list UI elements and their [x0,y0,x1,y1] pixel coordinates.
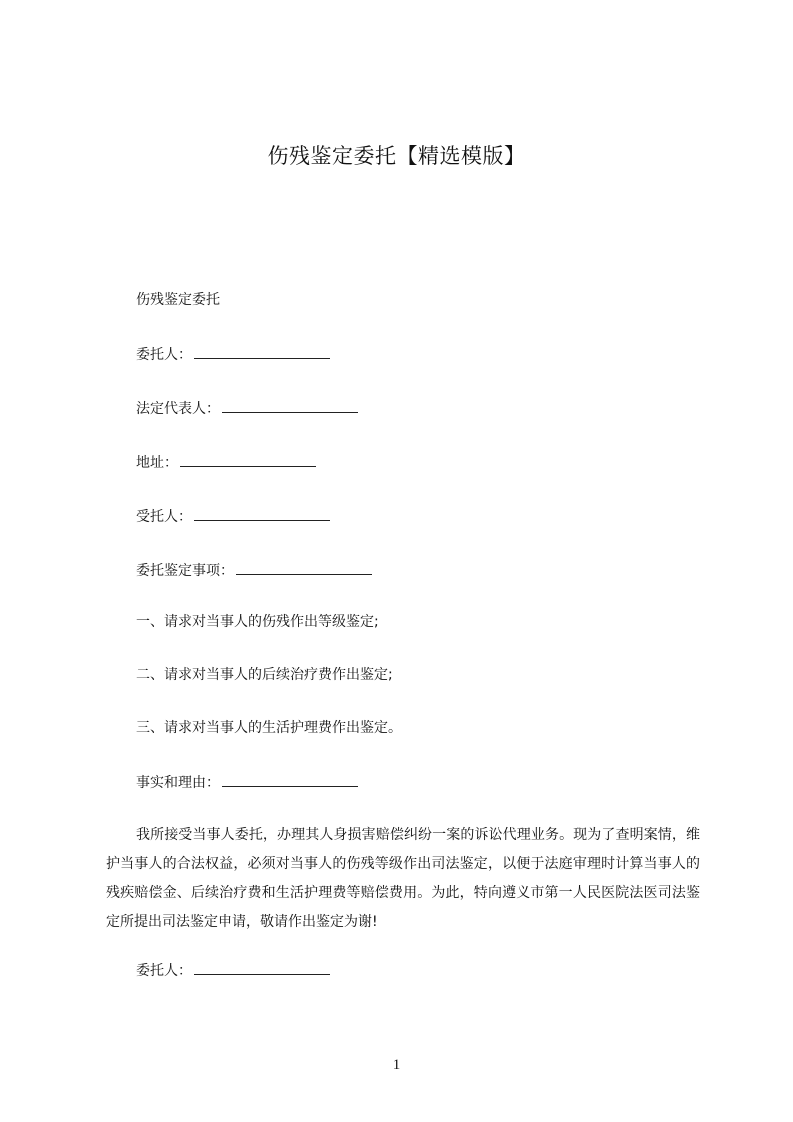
address-label: 地址： [136,455,178,471]
client-sign-blank [194,960,330,975]
document-subtitle: 伤残鉴定委托 [136,292,220,308]
page-number: 1 [392,1057,401,1073]
client-sign-field [136,960,330,981]
client-sign-label: 委托人： [136,963,192,979]
facts-blank [222,772,358,787]
body-paragraph: 我所接受当事人委托，办理其人身损害赔偿纠纷一案的诉讼代理业务。现为了查明案情，维护当事人的合法权益，必须对当事人的伤残等级作出司法鉴定，以便于法庭审理时计算当事人的残疾赔偿金、后续治疗费和生活护理费等赔偿费用。为此，特向遵义市第一人民医院法医司法鉴定所提出司法鉴定申请，敬请作出鉴定为谢! [106,827,700,930]
facts-label: 事实和理由： [136,775,220,791]
list-item: 三、请求对当事人的生活护理费作出鉴定。 [136,720,402,736]
address-blank [180,452,316,467]
matters-blank [236,560,372,575]
list-item: 一、请求对当事人的伤残作出等级鉴定; [136,614,379,630]
matters-field [136,560,372,581]
trustee-field [136,506,330,527]
trustee-label: 受托人： [136,509,192,525]
matters-label: 委托鉴定事项： [136,563,234,579]
client-label: 委托人： [136,347,192,363]
client-blank [194,344,330,359]
document-title: 伤残鉴定委托【精选模版】 [267,144,526,168]
facts-field [136,772,358,793]
legal-rep-field [136,398,358,419]
legal-rep-label: 法定代表人： [136,401,220,417]
address-field [136,452,316,473]
client-field [136,344,330,365]
list-item: 二、请求对当事人的后续治疗费作出鉴定; [136,667,393,683]
trustee-blank [194,506,330,521]
legal-rep-blank [222,398,358,413]
